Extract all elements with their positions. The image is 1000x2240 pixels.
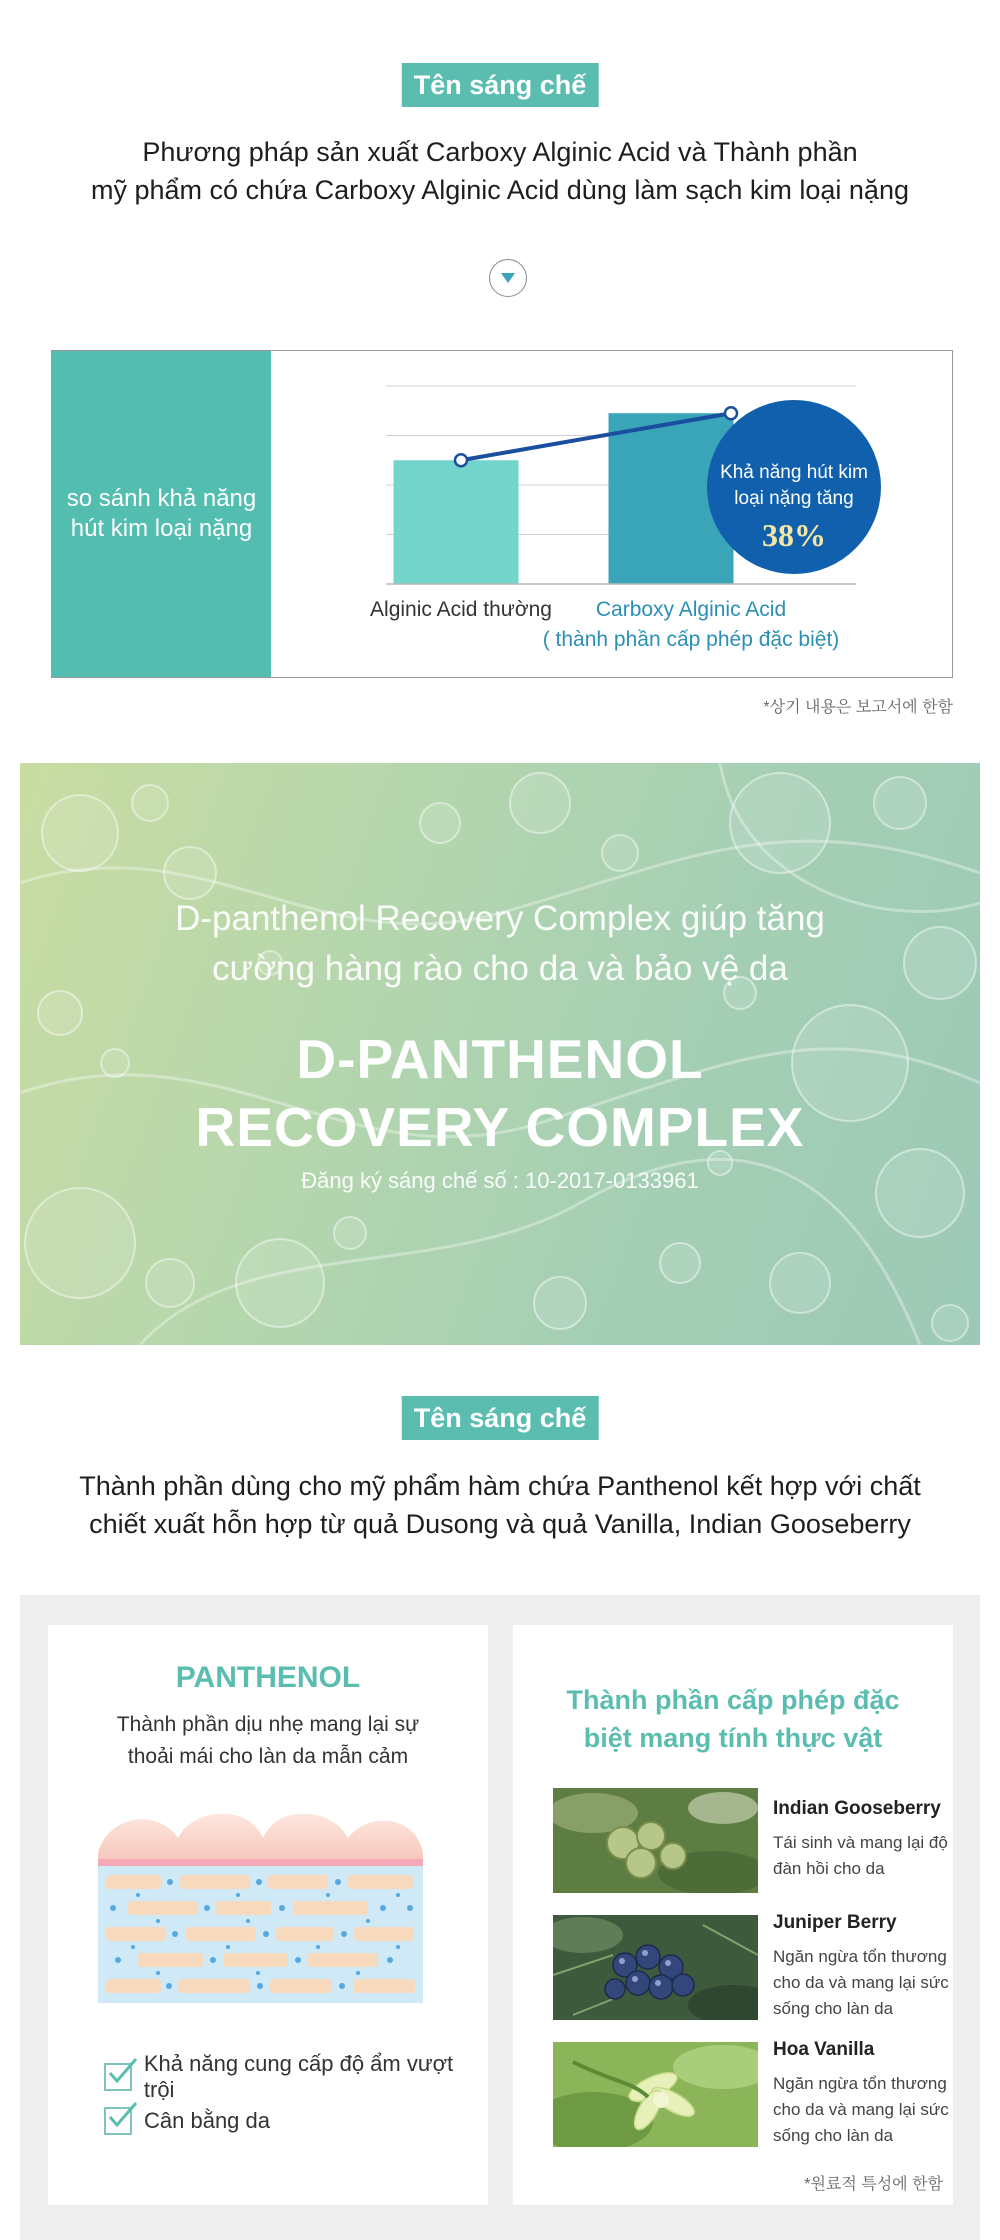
vanilla-photo xyxy=(553,2042,758,2147)
comparison-side-label xyxy=(52,351,271,677)
panthenol-desc-line2: thoải mái cho làn da mẫn cảm xyxy=(127,1745,409,1768)
panthenol-card xyxy=(48,1625,488,2205)
panthenol-heading: PANTHENOL xyxy=(175,1661,361,1694)
increase-badge xyxy=(707,400,881,574)
plant-desc xyxy=(773,1830,958,1882)
comparison-chart xyxy=(51,350,953,678)
side-label-line1: so sánh khả năng xyxy=(66,485,257,512)
trend-point-1 xyxy=(455,454,467,466)
plant-desc-line2: cho da và mang lại sức xyxy=(773,1973,949,1992)
badge-line1: Khả năng hút kim xyxy=(720,462,868,483)
panthenol-banner xyxy=(20,763,980,1345)
check-item-moisture xyxy=(104,2051,488,2103)
check-item-balance xyxy=(104,2107,270,2135)
scroll-down-icon[interactable] xyxy=(489,259,527,297)
patent-tag: Tên sáng chế xyxy=(402,63,599,107)
bar2-label-line1: Carboxy Alginic Acid xyxy=(595,598,787,621)
patent-title-line1: Phương pháp sản xuất Carboxy Alginic Acid và Thành phần xyxy=(142,137,858,167)
plant-desc-line2: cho da và mang lại sức xyxy=(773,2100,949,2119)
banner-patent-number: Đăng ký sáng chế số : 10-2017-0133961 xyxy=(301,1168,699,1193)
banner-subtitle xyxy=(20,894,980,994)
trend-point-2 xyxy=(725,407,737,419)
plant-desc-line1: Ngăn ngừa tổn thương xyxy=(773,2074,947,2093)
plant-desc-line3: sống cho làn da xyxy=(773,1999,894,2018)
checkmark-icon xyxy=(104,2063,132,2091)
skin-layer-illustration xyxy=(98,1803,423,2008)
patent-title-2-line1: Thành phần dùng cho mỹ phẩm hàm chứa Panthenol kết hợp với chất xyxy=(79,1471,921,1501)
banner-subtitle-line2: cường hàng rào cho da và bảo vệ da xyxy=(212,949,788,988)
check-item-label: Khả năng cung cấp độ ẩm vượt trội xyxy=(143,2051,454,2102)
plant-name: Juniper Berry xyxy=(773,1912,897,1933)
plant-heading xyxy=(513,1681,953,1757)
checkmark-icon xyxy=(104,2107,132,2135)
bar2-label-line2: ( thành phần cấp phép đặc biệt) xyxy=(542,628,840,651)
plant-heading-line1: Thành phần cấp phép đặc xyxy=(566,1685,900,1715)
patent-title-2 xyxy=(0,1467,1000,1543)
banner-title xyxy=(20,1025,980,1161)
banner-title-line2: RECOVERY COMPLEX xyxy=(195,1096,805,1158)
plant-desc xyxy=(773,2071,958,2149)
plant-ingredients-card xyxy=(513,1625,953,2205)
patent-tag-2: Tên sáng chế xyxy=(402,1396,599,1440)
comparison-plot xyxy=(271,351,951,677)
side-label-line2: hút kim loại nặng xyxy=(70,515,253,542)
plant-desc-line3: sống cho làn da xyxy=(773,2126,894,2145)
badge-value: 38% xyxy=(762,517,826,553)
plant-desc-line1: Tái sinh và mang lại độ xyxy=(773,1833,948,1852)
plant-desc xyxy=(773,1944,958,2022)
bar-alginic-acid xyxy=(394,460,519,584)
ingredient-note: *원료적 특성에 한함 xyxy=(804,2176,943,2193)
patent-title-line2: mỹ phẩm có chứa Carboxy Alginic Acid dùng làm sạch kim loại nặng xyxy=(91,175,909,205)
banner-subtitle-line1: D-panthenol Recovery Complex giúp tăng xyxy=(175,899,825,938)
plant-name: Indian Gooseberry xyxy=(773,1798,941,1819)
panthenol-desc xyxy=(48,1709,488,1773)
plant-heading-line2: biệt mang tính thực vật xyxy=(583,1723,883,1753)
report-note: *상기 내용은 보고서에 한함 xyxy=(763,699,953,716)
bar1-label: Alginic Acid thường xyxy=(370,598,552,621)
gooseberry-photo xyxy=(553,1788,758,1893)
plant-name: Hoa Vanilla xyxy=(773,2039,875,2060)
patent-title xyxy=(0,133,1000,209)
badge-line2: loại nặng tăng xyxy=(734,488,854,509)
banner-title-line1: D-PANTHENOL xyxy=(296,1028,704,1090)
panthenol-desc-line1: Thành phần dịu nhẹ mang lại sự xyxy=(116,1713,420,1736)
check-item-label: Cân bằng da xyxy=(144,2108,270,2133)
juniper-photo xyxy=(553,1915,758,2020)
plant-desc-line2: đàn hồi cho da xyxy=(773,1859,885,1878)
plant-desc-line1: Ngăn ngừa tổn thương xyxy=(773,1947,947,1966)
patent-title-2-line2: chiết xuất hỗn hợp từ quả Dusong và quả Vanilla, Indian Gooseberry xyxy=(89,1509,911,1539)
